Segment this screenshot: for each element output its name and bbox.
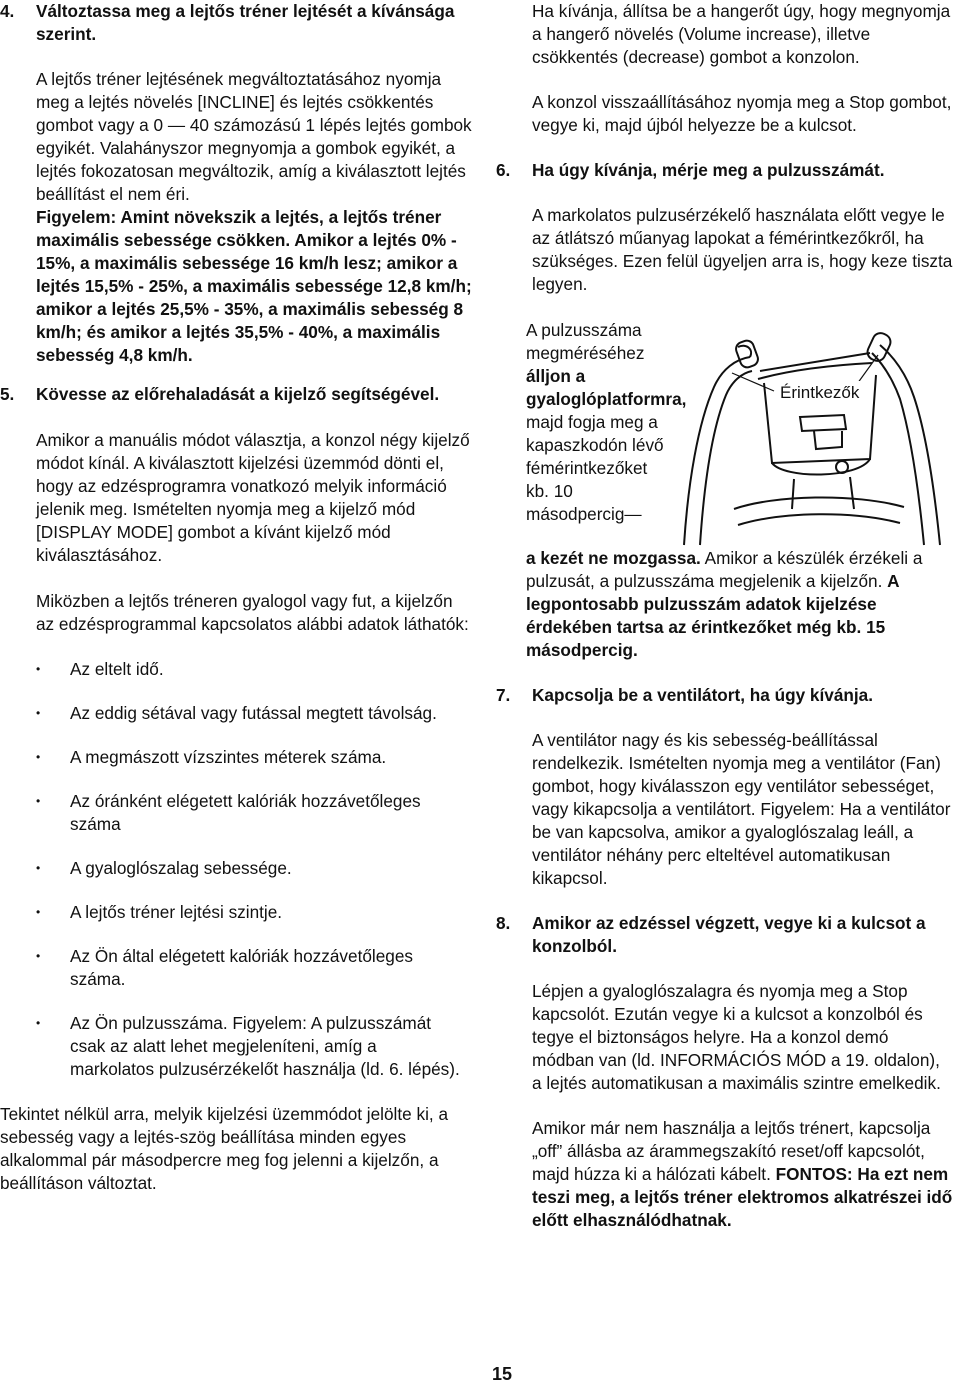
display-data-list (0, 658, 472, 1081)
step-6-heading (496, 159, 954, 182)
handrail-illustration (674, 313, 954, 553)
step-title: Ha úgy kívánja, mérje meg a pulzusszámát. (532, 160, 885, 180)
pulse-figure-block (496, 319, 954, 549)
step-4-heading (0, 0, 472, 46)
pulse-text-3: Amikor a készülék érzékeli a pulzusát, a pulzusszáma megjelenik a kijelzőn. (526, 548, 923, 591)
list-item: • A gyaloglószalag sebessége. (0, 857, 472, 880)
step-8-heading (496, 912, 954, 958)
list-item: • Az Ön által elégetett kalóriák hozzávetőleges száma. (0, 945, 472, 991)
pulse-bold-3: A legpontosabb pulzusszám adatok kijelzése érdekében tartsa az érintkezőket még kb. 15 másodpercig. (526, 571, 899, 660)
list-item: • Az eltelt idő. (0, 658, 472, 681)
end-paragraph-2-text: Amikor már nem használja a lejtős trénert, kapcsolja „off” állásba az árammegszakító reset/off kapcsolót, majd húzza ki a hálózati kábelt. (532, 1118, 931, 1184)
step-title: Kapcsolja be a ventilátort, ha úgy kívánja. (532, 685, 873, 705)
warning-bold: Figyelem: Amint növekszik a lejtés, a lejtős tréner maximális sebessége csökken. (36, 207, 442, 250)
fan-paragraph: A ventilátor nagy és kis sebesség-beállítással rendelkezik. Ismételten nyomja meg a ventilátor (Fan) gombot, hogy kiválasszon egy ventilátor sebességet, vagy kikapcsolja a ventilátort. Figyelem: Ha a ventilátor be van kapcsolva, amikor a gyaloglószalag leáll, a ventilátor néhány perc elteltével automatikusan kikapcsol. (532, 730, 951, 888)
step-title: Változtassa meg a lejtős tréner lejtését a kívánsága szerint. (36, 1, 455, 44)
step-number: 4. (0, 1, 15, 21)
step-7-heading (496, 684, 954, 707)
warning-text: Amikor a lejtés 0% - 15%, a maximális sebessége 16 km/h lesz; amikor a lejtés 15,5% - 25%, a maximális sebessége 12,8 km/h; amikor a lejtés 25,5% - 35%, a maximális sebesség 8 km/h; és amikor a lejtés 35,5% - 40%, a maximális sebesség 4,8 km/h. (36, 230, 472, 365)
pulse-paragraph-start (526, 319, 687, 526)
manual-mode-paragraph: Amikor a manuális módot választja, a konzol négy kijelző módot kínál. A kiválasztott kijelzési üzemmód dönti el, hogy az edzésprogramra vonatkozó melyik információ jelenik meg. Ismételten nyomja meg a kijelző mód [DISPLAY MODE] gombot a kívánt kijelző mód kiválasztásához. (36, 430, 470, 565)
step-title: Kövesse az előrehaladását a kijelző segítségével. (36, 384, 440, 404)
closing-paragraph: Tekintet nélkül arra, melyik kijelzési üzemmódot jelölte ki, a sebesség vagy a lejtés-szög beállítása minden egyes alkalommal pár másodpercre meg fog jelenni a kijelzőn, a beállításon változtat. (0, 1104, 449, 1193)
end-paragraph-2-bold: FONTOS: Ha ezt nem teszi meg, a lejtős tréner elektromos alkatrészei idő előtt elhasználódhatnak. (532, 1164, 953, 1230)
end-paragraph-1: Lépjen a gyaloglószalagra és nyomja meg a Stop kapcsolót. Ezután vegye ki a kulcsot a konzolból és tegye el biztonságos helyre. Ha a konzol demó módban van (ld. INFORMÁCIÓS MÓD a 19. oldalon), a lejtés automatikusan a maximális szintre emelkedik. (532, 981, 941, 1093)
step-number: 8. (496, 913, 511, 933)
contacts-label: Érintkezők (780, 383, 860, 402)
list-item: • A megmászott vízszintes méterek száma. (0, 746, 472, 769)
list-item: • Az Ön pulzusszáma. Figyelem: A pulzusszámát csak az alatt lehet megjeleníteni, amíg a markolatos pulzusérzékelőt használja (ld. 6. lépés). (0, 1012, 472, 1081)
stop-paragraph: A konzol visszaállításához nyomja meg a Stop gombot, vegye ki, majd újból helyezze be a kulcsot. (532, 92, 952, 135)
pulse-paragraph-end (496, 547, 954, 662)
step-5-heading (0, 383, 472, 406)
left-column (0, 0, 472, 1195)
step-number: 5. (0, 384, 15, 404)
pulse-text-2: majd fogja meg a kapaszkodón lévő fémérintkezőket kb. 10 másodpercig— (526, 412, 664, 524)
pulse-text-1: A pulzusszáma megméréséhez (526, 320, 645, 363)
step-number: 7. (496, 685, 511, 705)
step-title: Amikor az edzéssel végzett, vegye ki a kulcsot a konzolból. (532, 913, 926, 956)
incline-paragraph: A lejtős tréner lejtésének megváltoztatásához nyomja meg a lejtés növelés [INCLINE] és lejtés csökkentés gombot vagy a 0 — 40 számozású 1 lépés lejtés gombok egyikét. Valahányszor megnyomja a gombok egyikét, a lejtés fokozatosan megváltozik, amíg a kiválasztott lejtés beállítást el nem éri. (36, 69, 472, 204)
incline-warning (0, 206, 472, 367)
display-data-intro: Miközben a lejtős tréneren gyalogol vagy fut, a kijelzőn az edzésprogrammal kapcsolatos alábbi adatok láthatók: (36, 591, 469, 634)
list-item: • A lejtős tréner lejtési szintje. (0, 901, 472, 924)
page-number: 15 (491, 1364, 513, 1384)
pulse-bold-2: a kezét ne mozgassa. (526, 548, 701, 568)
list-item: • Az eddig sétával vagy futással megtett távolság. (0, 702, 472, 725)
pulse-bold-1: álljon a gyaloglóplatformra, (526, 366, 687, 409)
list-item: • Az óránként elégetett kalóriák hozzávetőleges száma (0, 790, 472, 836)
sensor-paragraph: A markolatos pulzusérzékelő használata előtt vegye le az átlátszó műanyag lapokat a fémérintkezőkről, ha szükséges. Ezen felül ügyeljen arra is, hogy keze tiszta legyen. (532, 205, 953, 294)
end-paragraph-2 (496, 1117, 954, 1232)
step-number: 6. (496, 160, 511, 180)
volume-paragraph: Ha kívánja, állítsa be a hangerőt úgy, hogy megnyomja a hangerő növelés (Volume increase), illetve csökkentés (decrease) gombot a konzolon. (532, 1, 951, 67)
right-column (496, 0, 954, 1232)
